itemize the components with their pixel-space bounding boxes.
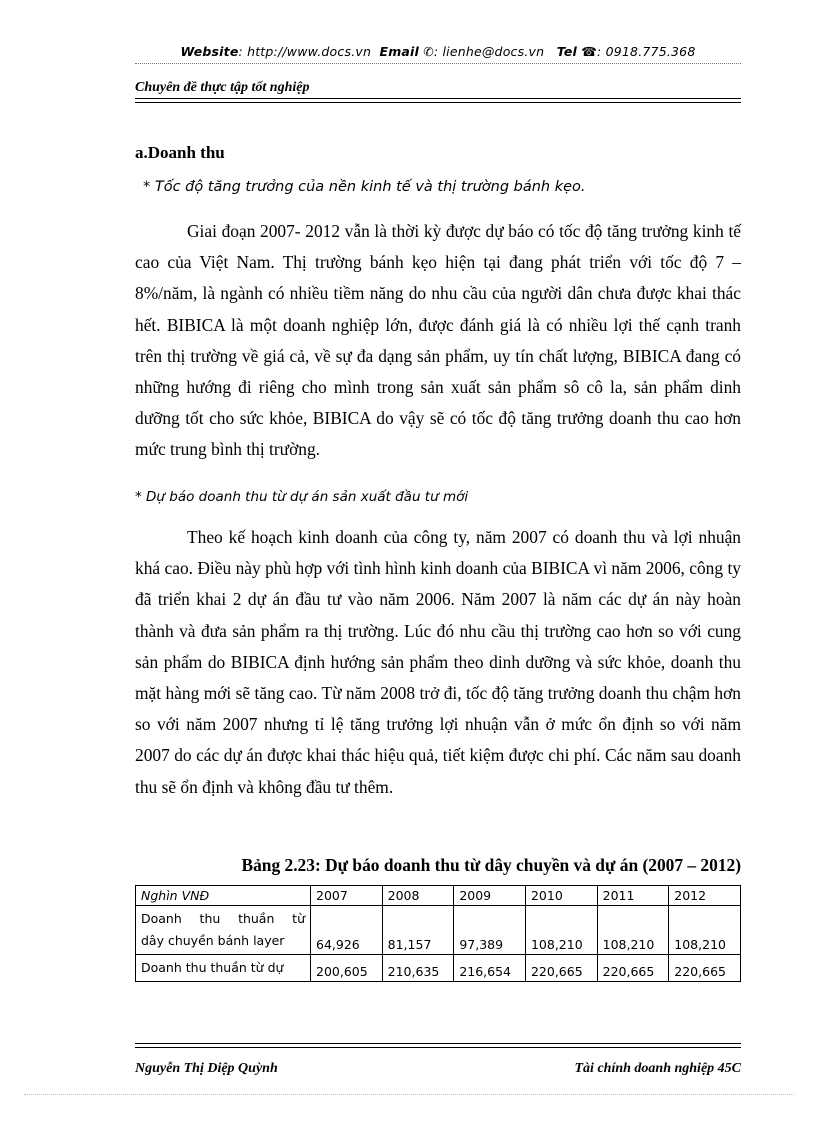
table-cell: 64,926 [311, 906, 383, 955]
header-double-rule [135, 98, 741, 103]
email-link[interactable]: : lienhe@docs.vn [433, 44, 545, 59]
table-row [136, 906, 741, 955]
chapter-title: Chuyên đề thực tập tốt nghiệp [135, 80, 310, 95]
table-cell: 220,665 [669, 955, 741, 982]
table-cell: 108,210 [669, 906, 741, 955]
site-info [135, 44, 741, 59]
tel-value: : 0918.775.368 [597, 44, 696, 59]
section-heading: a.Doanh thu [135, 143, 225, 162]
row-label-line: Doanh thu thuần từ [141, 911, 305, 926]
footer-class: Tài chính doanh nghiệp 45C [574, 1061, 741, 1076]
paragraph-growth: Giai đoạn 2007- 2012 vẫn là thời kỳ được dự báo có tốc độ tăng trưởng kinh tế cao của Việt Nam. Thị trường bánh kẹo hiện tại đang phát triển với tốc độ 7 – 8%/năm, là ngành có nhiều tiềm năng do nhu cầu của người dân chưa được khai thác hết. BIBICA là một doanh nghiệp lớn, được đánh giá là có nhiều lợi thế cạnh tranh trên thị trường về giá cả, về sự đa dạng sản phẩm, uy tín chất lượng, BIBICA đang có những hướng đi riêng cho mình trong sản xuất sản phẩm sô cô la, sản phẩm dinh dưỡng tốt cho sức khỏe, BIBICA do vậy sẽ có tốc độ tăng trưởng doanh thu cao hơn mức trung bình thị trường. [135, 221, 741, 460]
table-year-cell: 2007 [311, 886, 383, 906]
table-cell: 216,654 [454, 955, 526, 982]
tel-label: Tel [556, 44, 578, 59]
website-label: Website [180, 44, 239, 59]
header-divider [135, 63, 741, 64]
phone-icon: ☎ [581, 44, 598, 59]
table-unit-cell: Nghìn VNĐ [136, 886, 311, 906]
page-bottom-divider [24, 1094, 794, 1095]
table-cell: 220,665 [597, 955, 669, 982]
footer-author: Nguyễn Thị Diệp Quỳnh [135, 1061, 278, 1076]
paragraph-forecast: Theo kế hoạch kinh doanh của công ty, năm 2007 có doanh thu và lợi nhuận khá cao. Điều này phù hợp với tình hình kinh doanh của BIBICA vì năm 2006, công ty đã triển khai 2 dự án đầu tư vào năm 2006. Năm 2007 là năm các dự án này hoàn thành và đưa sản phẩm ra thị trường. Lúc đó nhu cầu thị trường cao hơn so với cung sản phẩm do BIBICA định hướng sản phẩm theo dinh dưỡng và sức khỏe, doanh thu mặt hàng mới sẽ tăng cao. Từ năm 2008 trở đi, tốc độ tăng trưởng doanh thu chậm hơn so với năm 2007 nhưng tỉ lệ tăng trưởng lợi nhuận vẫn ở mức ổn định so với năm 2007 do các dự án được khai thác hiệu quả, tiết kiệm được chi phí. Các năm sau doanh thu sẽ ổn định và không đầu tư thêm. [135, 527, 741, 797]
subheading-growth: * Tốc độ tăng trưởng của nền kinh tế và thị trường bánh kẹo. [143, 179, 586, 195]
table-cell: 210,635 [382, 955, 454, 982]
table-row-label [136, 955, 311, 982]
email-icon: ✆ [423, 44, 434, 59]
row-label-line: dây chuyền bánh layer [141, 933, 285, 948]
website-link[interactable]: : http://www.docs.vn [238, 44, 372, 59]
table-cell: 81,157 [382, 906, 454, 955]
subheading-forecast: * Dự báo doanh thu từ dự án sản xuất đầu tư mới [135, 489, 469, 505]
table-year-cell: 2010 [525, 886, 597, 906]
table-header-row [136, 886, 741, 906]
table-year-cell: 2009 [454, 886, 526, 906]
email-label: Email [379, 44, 420, 59]
table-cell: 108,210 [597, 906, 669, 955]
footer-double-rule [135, 1043, 741, 1048]
table-cell: 108,210 [525, 906, 597, 955]
table-year-cell: 2008 [382, 886, 454, 906]
table-caption: Bảng 2.23: Dự báo doanh thu từ dây chuyền và dự án (2007 – 2012) [241, 855, 741, 875]
table-cell: 97,389 [454, 906, 526, 955]
table-row-label [136, 906, 311, 955]
table-row [136, 955, 741, 982]
table-year-cell: 2011 [597, 886, 669, 906]
table-cell: 220,665 [525, 955, 597, 982]
table-year-cell: 2012 [669, 886, 741, 906]
row-label-line: Doanh thu thuần từ dự [141, 960, 284, 975]
table-cell: 200,605 [311, 955, 383, 982]
revenue-table [135, 885, 741, 982]
